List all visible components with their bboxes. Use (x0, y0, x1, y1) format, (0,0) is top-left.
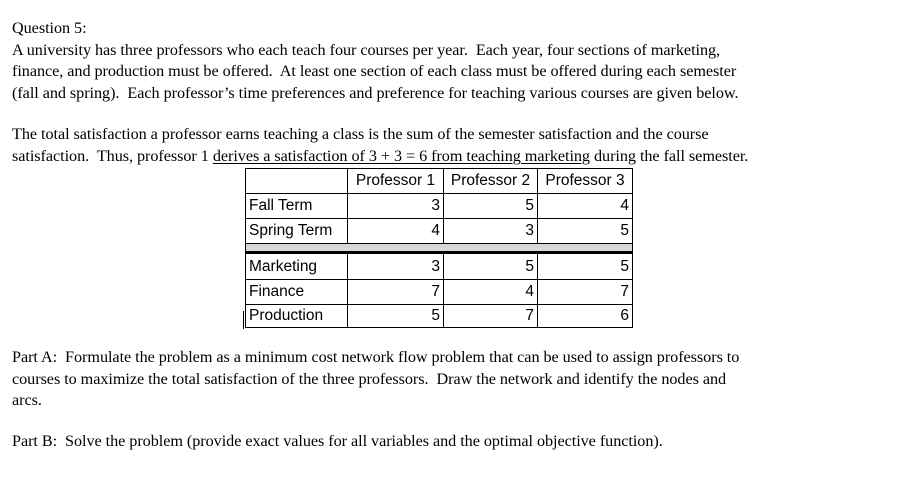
table-section-separator (245, 243, 633, 254)
part-a-line-2: courses to maximize the total satisfaction of the three professors. Draw the network and identify the nodes and (12, 369, 727, 388)
row-label: Production (249, 307, 324, 324)
cell-value: 5 (347, 305, 443, 327)
table-header-blank (246, 169, 347, 193)
part-a-line-1: Part A: Formulate the problem as a minimum cost network flow problem that can be used to assign professors to (12, 348, 740, 366)
part-b-line: Part B: Solve the problem (provide exact values for all variables and the optimal objective function). (12, 432, 663, 450)
paragraph-2-line-1: The total satisfaction a professor earns teaching a class is the sum of the semester satisfaction and the course (12, 125, 709, 143)
paragraph-1-line-1: A university has three professors who each teach four courses per year. Each year, four sections of marketing, (12, 40, 721, 59)
table-header-professor-1: Professor 1 (347, 169, 443, 193)
row-label: Fall Term (249, 197, 313, 214)
row-label: Spring Term (249, 222, 333, 239)
table-header-row (245, 168, 633, 193)
cell-value: 5 (443, 254, 537, 279)
cell-value: 6 (537, 305, 632, 327)
paragraph-2-underlined-example: derives a satisfaction of 3 + 3 = 6 from teaching marketing (212, 146, 590, 165)
cell-value: 3 (347, 194, 443, 218)
row-label: Marketing (249, 257, 318, 275)
cell-value: 4 (443, 280, 537, 304)
table-row-spring-term (245, 218, 633, 243)
cell-value: 4 (537, 194, 632, 218)
table-header-professor-3: Professor 3 (537, 169, 632, 193)
paragraph-2-line-2 (12, 146, 748, 168)
satisfaction-table (245, 168, 633, 328)
cell-value: 5 (537, 254, 632, 279)
cell-value: 5 (537, 219, 632, 243)
table-header-professor-2: Professor 2 (443, 169, 537, 193)
cell-value: 4 (347, 219, 443, 243)
paragraph-2-prefix: satisfaction. Thus, professor 1 (12, 146, 213, 165)
cell-value: 7 (537, 280, 632, 304)
paragraph-1-line-3: (fall and spring). Each professor’s time preferences and preference for teaching various courses are given below. (12, 83, 739, 102)
question-title: Question 5: (12, 19, 87, 37)
cell-value: 3 (443, 219, 537, 243)
paragraph-2-suffix: during the fall semester. (589, 146, 749, 165)
cell-value: 3 (347, 254, 443, 279)
table-row-marketing (245, 254, 633, 279)
table-row-finance (245, 279, 633, 304)
row-label: Finance (249, 283, 305, 300)
part-a-line-3: arcs. (12, 391, 42, 409)
cell-value: 7 (347, 280, 443, 304)
table-row-production (245, 304, 633, 328)
paragraph-1-line-2: finance, and production must be offered. At least one section of each class must be offered during each semester (12, 62, 737, 80)
text-cursor-mark (243, 311, 244, 329)
cell-value: 5 (443, 194, 537, 218)
table-row-fall-term (245, 193, 633, 218)
cell-value: 7 (443, 305, 537, 327)
